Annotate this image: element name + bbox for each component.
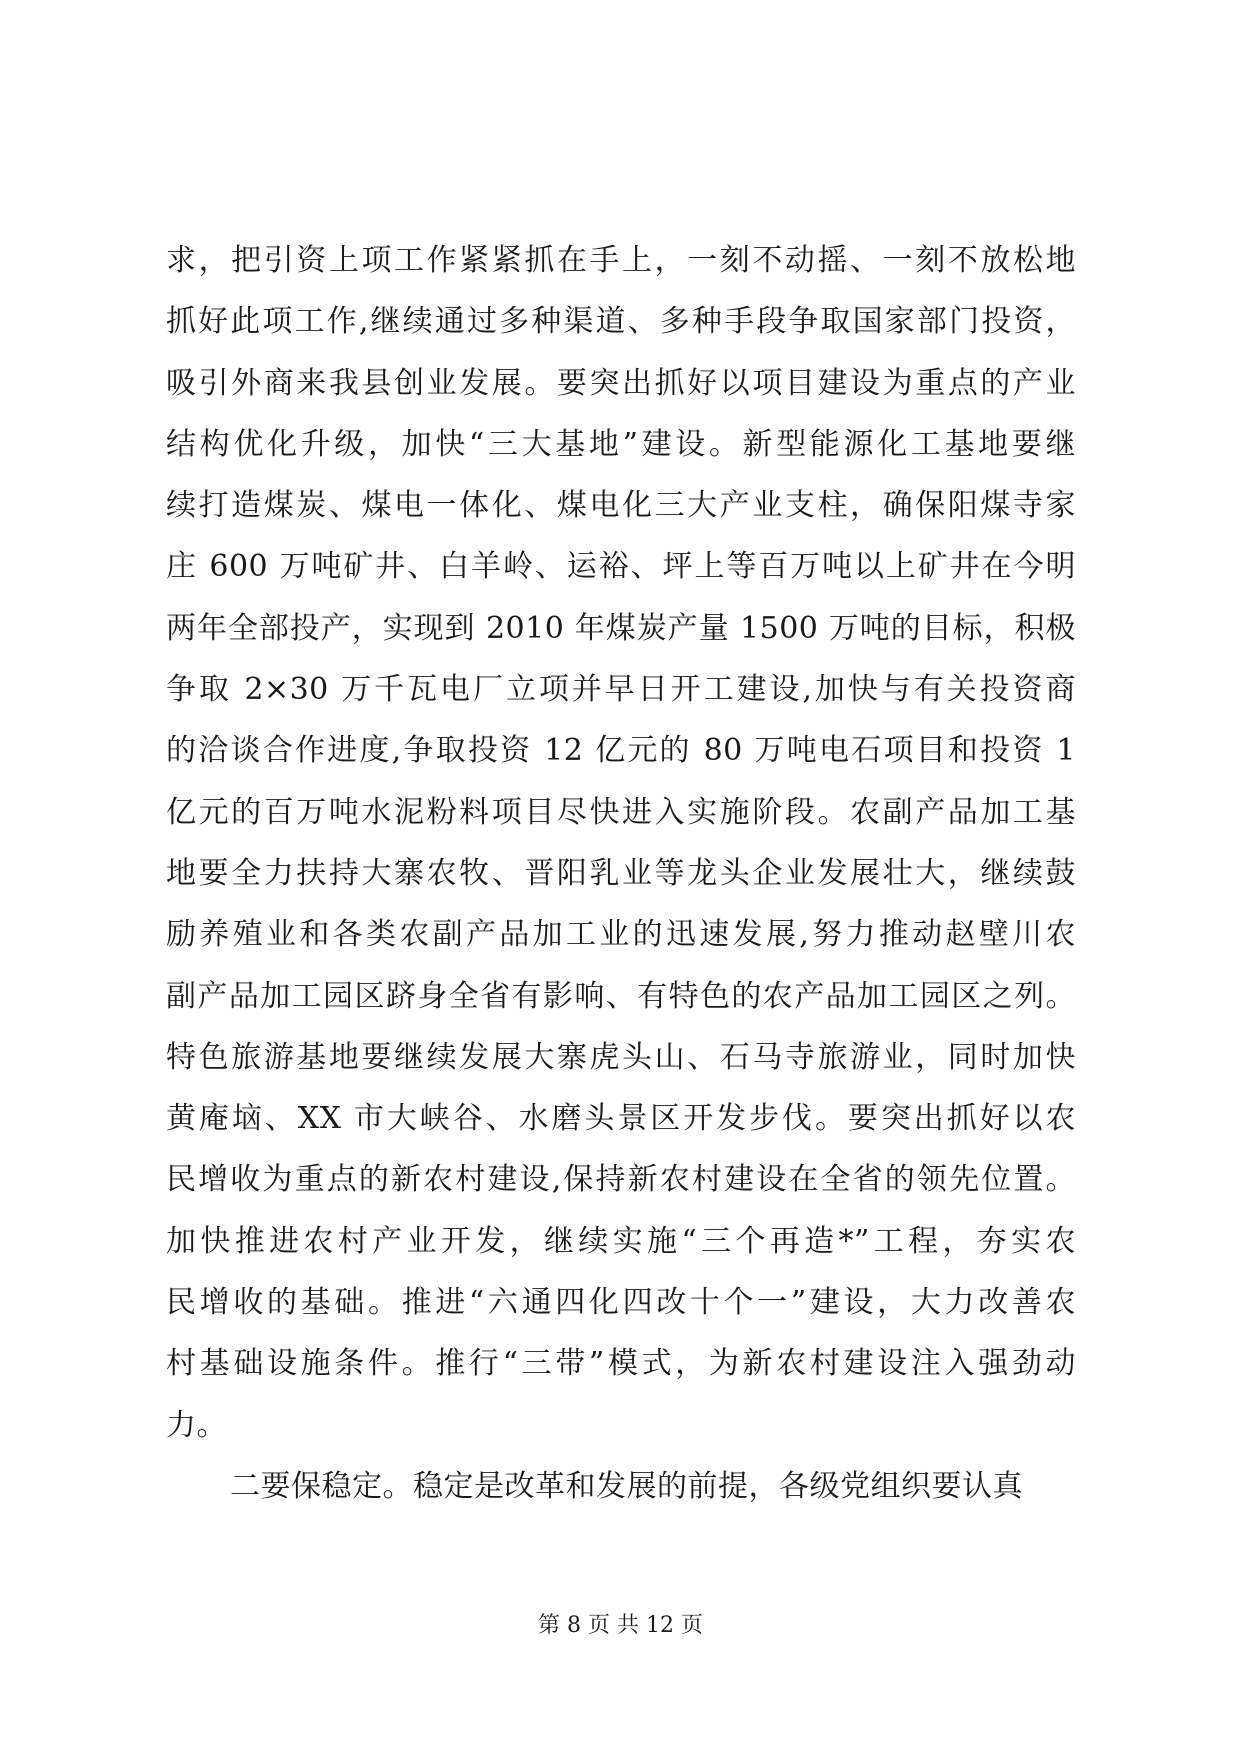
text-line: 亿元的百万吨水泥粉料项目尽快进入实施阶段。农副产品加工基 <box>166 794 1076 830</box>
text-line: 民增收为重点的新农村建设,保持新农村建设在全省的领先位置。 <box>166 1162 1076 1198</box>
text-line: 黄庵垴、XX 市大峡谷、水磨头景区开发步伐。要突出抓好以农 <box>166 1101 1076 1137</box>
text-line: 两年全部投产，实现到 2010 年煤炭产量 1500 万吨的目标，积极 <box>166 610 1076 646</box>
text-line: 力。 <box>166 1407 227 1443</box>
text-line: 地要全力扶持大寨农牧、晋阳乳业等龙头企业发展壮大，继续鼓 <box>166 855 1076 891</box>
text-line: 争取 2×30 万千瓦电厂立项并早日开工建设,加快与有关投资商 <box>166 672 1076 708</box>
text-line: 特色旅游基地要继续发展大寨虎头山、石马寺旅游业，同时加快 <box>166 1039 1076 1075</box>
text-line: 求，把引资上项工作紧紧抓在手上，一刻不动摇、一刻不放松地 <box>166 243 1076 278</box>
text-line: 吸引外商来我县创业发展。要突出抓好以项目建设为重点的产业 <box>166 365 1076 401</box>
text-line: 的洽谈合作进度,争取投资 12 亿元的 80 万吨电石项目和投资 1 <box>166 733 1076 769</box>
text-line: 抓好此项工作,继续通过多种渠道、多种手段争取国家部门投资， <box>166 304 1076 340</box>
paragraph-start: 二要保稳定。稳定是改革和发展的前提，各级党组织要认真 <box>230 1468 1023 1504</box>
text-line: 庄 600 万吨矿井、白羊岭、运裕、坪上等百万吨以上矿井在今明 <box>166 549 1076 585</box>
text-line: 村基础设施条件。推行“三带”模式，为新农村建设注入强劲动 <box>166 1346 1076 1382</box>
text-line: 副产品加工园区跻身全省有影响、有特色的农产品加工园区之列。 <box>166 978 1076 1014</box>
page-number-footer: 第 8 页 共 12 页 <box>538 1613 703 1638</box>
text-line: 加快推进农村产业开发，继续实施“三个再造*”工程，夯实农 <box>166 1223 1076 1259</box>
text-line: 民增收的基础。推进“六通四化四改十个一”建设，大力改善农 <box>166 1285 1076 1321</box>
body-text <box>166 230 1076 1517</box>
text-line: 续打造煤炭、煤电一体化、煤电化三大产业支柱，确保阳煤寺家 <box>166 488 1076 524</box>
text-line: 励养殖业和各类农副产品加工业的迅速发展,努力推动赵壁川农 <box>166 917 1076 953</box>
text-line: 结构优化升级，加快“三大基地”建设。新型能源化工基地要继 <box>166 426 1076 462</box>
